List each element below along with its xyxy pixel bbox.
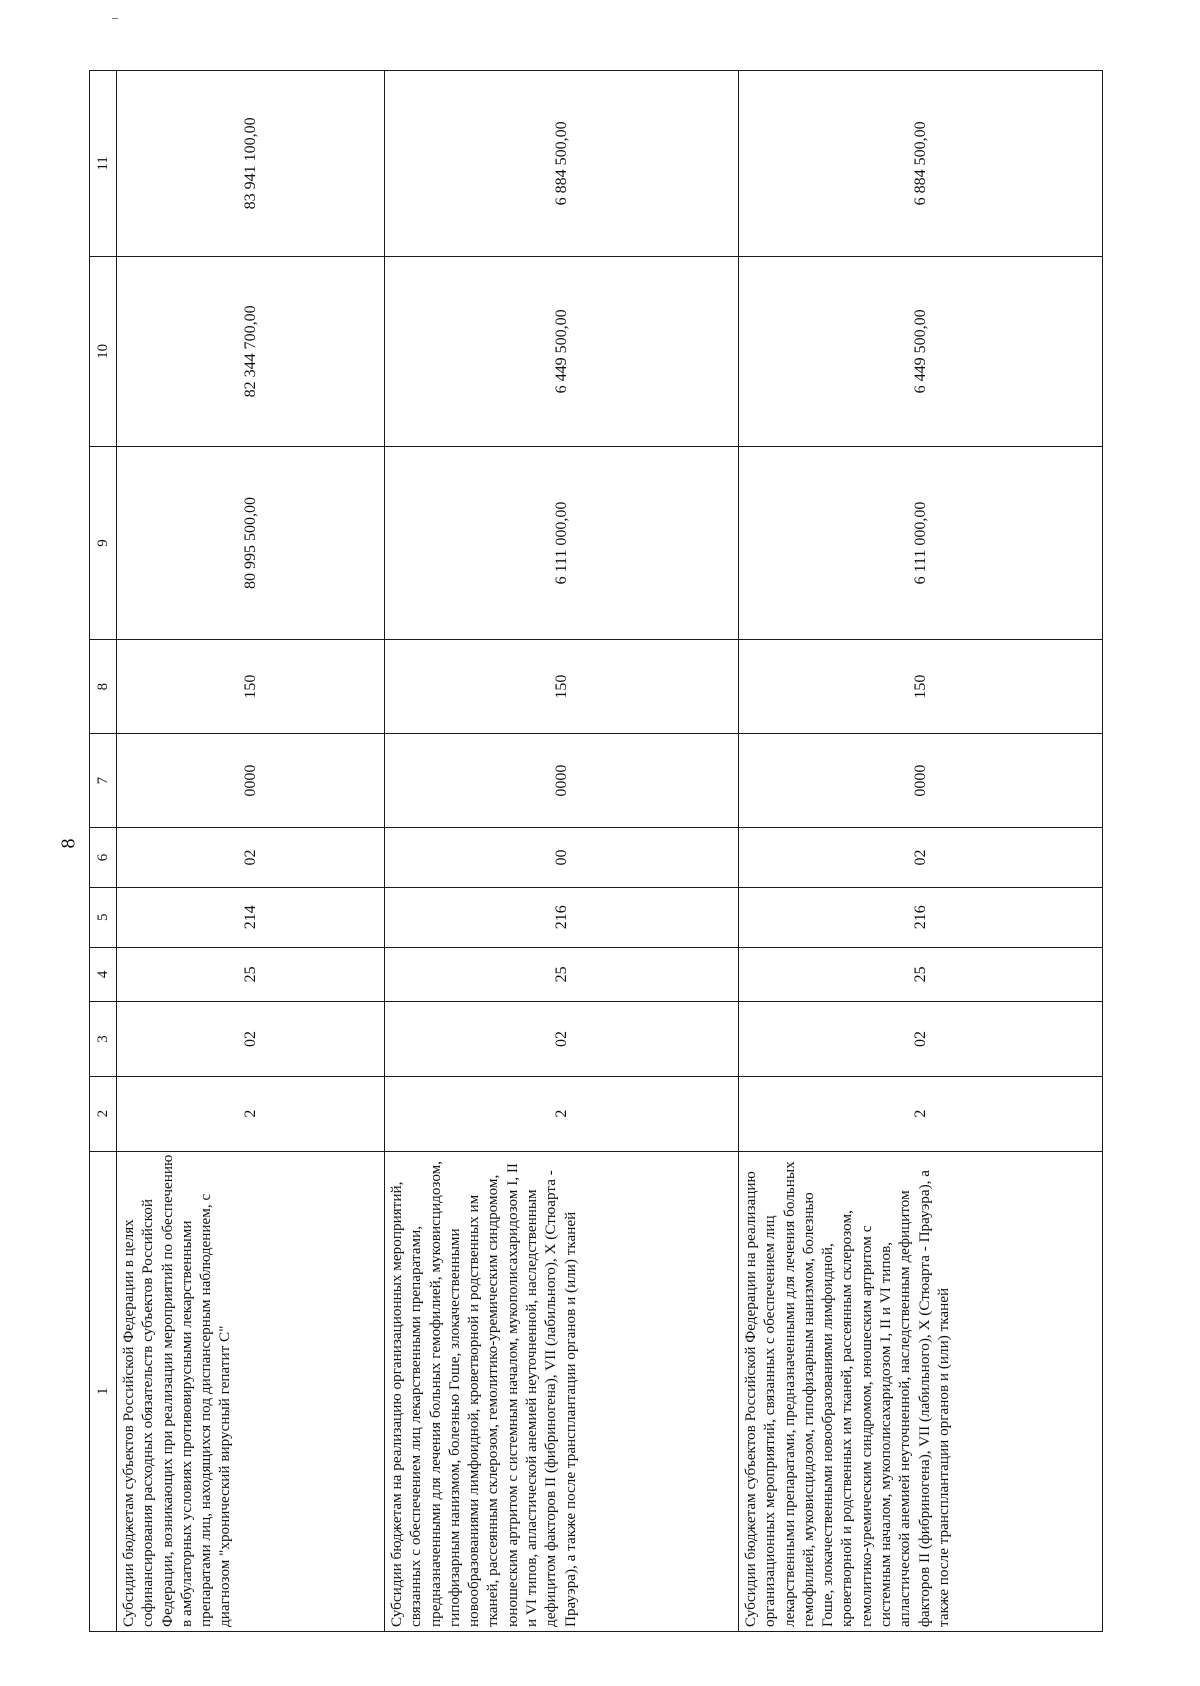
cell-group-code: 02: [739, 1002, 1103, 1077]
header-row: [90, 71, 117, 1632]
cell-amount-year2: 82 344 700,00: [117, 256, 385, 446]
cell-admin-code: 2: [117, 1076, 385, 1151]
cell-group-code: 02: [117, 1002, 385, 1077]
column-header: 8: [90, 640, 117, 734]
column-header: 1: [90, 1151, 117, 1631]
cell-kind-code: 150: [385, 640, 739, 734]
cell-article-code: 214: [117, 887, 385, 947]
column-header: 3: [90, 1002, 117, 1077]
column-header: 7: [90, 734, 117, 828]
table-row: [385, 71, 739, 1632]
cell-admin-code: 2: [739, 1076, 1103, 1151]
cell-element-code: 02: [739, 828, 1103, 888]
column-header: 6: [90, 828, 117, 888]
cell-kind-code: 150: [739, 640, 1103, 734]
table-row: [739, 71, 1103, 1632]
row-description: Субсидии бюджетам на реализацию организационных мероприятий, связанных с обеспечением лиц лекарственными препаратами, предназначенными для лечения больных гемофилией, муковисцидозом, гипофизарным нанизмом, болезнью Гоше, злокачественными новообразованиями лимфоидной, кроветворной и родственных им тканей, рассеянным склерозом, гемолитико-уремическим синдромом, юношеским артритом с системным началом, мукополисахаридозом I, II и VI типов, апластической анемией неуточненной, наследственным дефицитом факторов II (фибриногена), VII (лабильного), X (Стюарта - Прауэра), а также после трансплантации органов и (или) тканей: [385, 1151, 739, 1631]
column-header: 2: [90, 1076, 117, 1151]
cell-amount-year1: 80 995 500,00: [117, 446, 385, 639]
page-number: 8: [57, 838, 80, 849]
row-description: Субсидии бюджетам субъектов Российской Федерации в целях софинансирования расходных обязательств субъектов Российской Федерации, возникающих при реализации мероприятий по обеспечению в амбулаторных условиях противовирусными лекарственными препаратами лиц, находящихся под диспансерным наблюдением, с диагнозом "хронический вирусный гепатит C": [117, 1151, 385, 1631]
cell-subgroup-code: 25: [117, 947, 385, 1001]
cell-program-code: 0000: [385, 734, 739, 828]
cell-group-code: 02: [385, 1002, 739, 1077]
cell-program-code: 0000: [739, 734, 1103, 828]
budget-table: [89, 70, 1103, 1632]
cell-amount-year3: 83 941 100,00: [117, 71, 385, 257]
cell-amount-year3: 6 884 500,00: [739, 71, 1103, 257]
cell-amount-year3: 6 884 500,00: [385, 71, 739, 257]
cell-article-code: 216: [385, 887, 739, 947]
scan-mark: [112, 18, 118, 19]
rotated-table-container: [89, 70, 1101, 1632]
column-header: 5: [90, 887, 117, 947]
cell-amount-year1: 6 111 000,00: [385, 446, 739, 639]
cell-program-code: 0000: [117, 734, 385, 828]
cell-amount-year1: 6 111 000,00: [739, 446, 1103, 639]
column-header: 11: [90, 71, 117, 257]
row-description: Субсидии бюджетам субъектов Российской Федерации на реализацию организационных мероприятий, связанных с обеспечением лиц лекарственными препаратами, предназначенными для лечения больных гемофилией, муковисцидозом, гипофизарным нанизмом, болезнью Гоше, злокачественными новообразованиями лимфоидной, кроветворной и родственных им тканей, рассеянным склерозом, гемолитико-уремическим синдромом, юношеским артритом с системным началом, мукополисахаридозом I, II и VI типов, апластической анемией неуточненной, наследственным дефицитом факторов II (фибриногена), VII (лабильного), X (Стюарта - Прауэра), а также после трансплантации органов и (или) тканей: [739, 1151, 1103, 1631]
cell-kind-code: 150: [117, 640, 385, 734]
column-header: 9: [90, 446, 117, 639]
cell-element-code: 00: [385, 828, 739, 888]
cell-subgroup-code: 25: [739, 947, 1103, 1001]
cell-subgroup-code: 25: [385, 947, 739, 1001]
cell-article-code: 216: [739, 887, 1103, 947]
cell-element-code: 02: [117, 828, 385, 888]
cell-amount-year2: 6 449 500,00: [385, 256, 739, 446]
column-header: 10: [90, 256, 117, 446]
table-row: [117, 71, 385, 1632]
cell-amount-year2: 6 449 500,00: [739, 256, 1103, 446]
cell-admin-code: 2: [385, 1076, 739, 1151]
column-header: 4: [90, 947, 117, 1001]
